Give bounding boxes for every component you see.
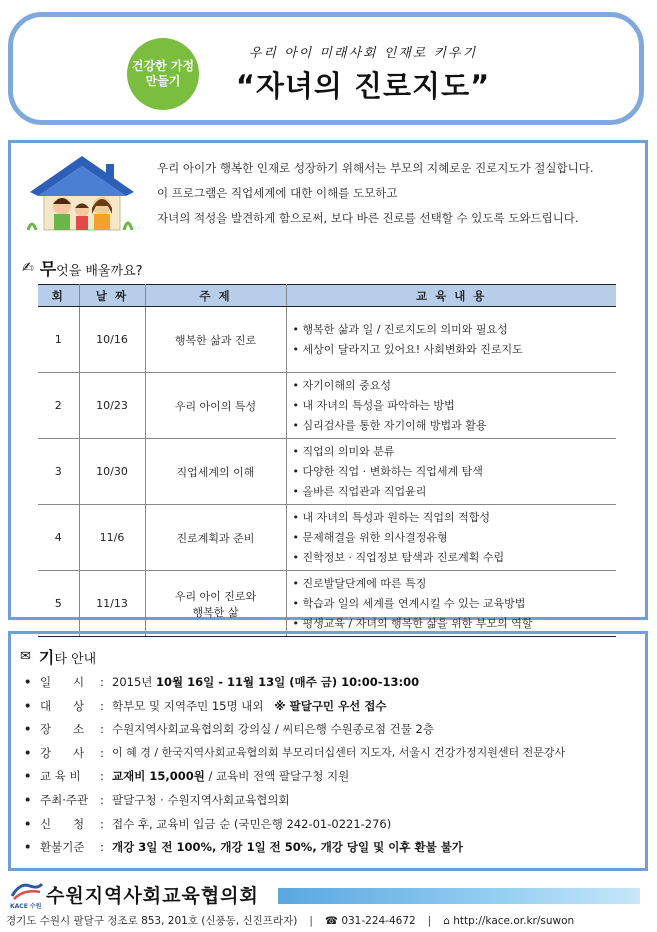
intro-text xyxy=(157,160,642,235)
topic-line: 우리 아이 진로와 xyxy=(174,589,257,603)
info-label: 환불기준 xyxy=(40,840,85,855)
info-row-target xyxy=(24,697,644,721)
topic-line: 행복한 삶 xyxy=(192,605,239,619)
envelope-icon: ✉ xyxy=(20,649,31,664)
info-row-fee xyxy=(24,767,644,791)
info-label: 대 상 xyxy=(40,698,85,713)
bullet-icon: • xyxy=(24,816,32,831)
bullet-icon: • xyxy=(24,769,32,784)
col-header-topic: 주 제 xyxy=(145,285,286,307)
session-date: 10/30 xyxy=(79,439,145,505)
info-row-refund xyxy=(24,838,644,862)
subtitle: 우리 아이 미래사회 인재로 키우기 xyxy=(248,46,478,61)
schedule-table xyxy=(38,284,616,637)
content-line: • 학습과 일의 세계를 연계시킬 수 있는 교육방법 xyxy=(292,596,526,610)
bullet-icon: • xyxy=(24,840,32,855)
heading-rest: 엇을 배울까요? xyxy=(56,264,143,279)
content-line: • 진학정보 · 직업정보 탐색과 진로계획 수립 xyxy=(292,550,505,564)
session-date: 10/16 xyxy=(79,307,145,373)
info-list xyxy=(24,673,644,862)
content-line: • 평생교육 / 자녀의 행복한 삶을 위한 부모의 역할 xyxy=(292,616,533,630)
bullet-icon: • xyxy=(24,698,32,713)
date-prefix: 2015년 xyxy=(112,675,157,689)
phone: 031-224-4672 xyxy=(341,914,416,927)
section-heading-what xyxy=(22,255,143,280)
session-date: 10/23 xyxy=(79,373,145,439)
info-value: 팔달구청 · 수원지역사회교육협의회 xyxy=(112,792,290,807)
content-line: • 심리검사를 통한 자기이해 방법과 활용 xyxy=(292,418,487,432)
info-label: 장 소 xyxy=(40,722,85,737)
fee-note: / 교육비 전액 팔달구청 지원 xyxy=(204,769,350,784)
session-no: 4 xyxy=(38,505,79,571)
colon: : xyxy=(100,698,104,713)
content-line: • 다양한 직업 · 변화하는 직업세계 탐색 xyxy=(292,464,483,478)
date-range: 10월 16일 - 11월 13일 (매주 금) 10:00-13:00 xyxy=(156,675,420,689)
content-line: • 내 자녀의 특성을 파악하는 방법 xyxy=(292,398,455,412)
topic-line: 우리 아이의 특성 xyxy=(174,399,257,413)
info-label: 주최·주관 xyxy=(40,792,89,807)
content-line: • 세상이 달라지고 있어요! 사회변화와 진로지도 xyxy=(292,342,523,356)
content-line: • 직업의 의미와 분류 xyxy=(292,444,395,458)
col-header-no: 회 xyxy=(38,285,79,307)
info-row-lecturer xyxy=(24,744,644,768)
target-text: 학부모 및 지역주민 15명 내외 xyxy=(112,698,275,713)
content-line: • 행복한 삶과 일 / 진로지도의 의미와 필요성 xyxy=(292,322,508,336)
table-row xyxy=(38,307,616,373)
address: 경기도 수원시 팔달구 정조로 853, 201호 (신풍동, 신진프라자) xyxy=(6,915,298,927)
session-content xyxy=(286,307,616,373)
session-topic xyxy=(145,571,286,637)
session-no: 5 xyxy=(38,571,79,637)
session-content xyxy=(286,505,616,571)
session-topic xyxy=(145,505,286,571)
divider: | xyxy=(309,914,313,927)
info-label: 교 육 비 xyxy=(40,769,81,784)
info-value: 개강 3일 전 100%, 개강 1일 전 50%, 개강 당일 및 이후 환불 불가 xyxy=(112,840,463,855)
table-row xyxy=(38,571,616,637)
info-value xyxy=(112,697,386,721)
bullet-icon: • xyxy=(24,792,32,807)
kace-label: KACE 수원 xyxy=(10,903,42,910)
session-date: 11/6 xyxy=(79,505,145,571)
content-line: • 올바른 직업관과 직업윤리 xyxy=(292,484,427,498)
content-line: • 자기이해의 중요성 xyxy=(292,378,391,392)
intro-line: 우리 아이가 행복한 인재로 성장하기 위해서는 부모의 지혜로운 진로지도가 절실합니다. xyxy=(157,161,594,175)
intro-line: 이 프로그램은 직업세계에 대한 이해를 도모하고 xyxy=(157,186,398,200)
table-row xyxy=(38,439,616,505)
table-row xyxy=(38,373,616,439)
website-link[interactable]: http://kace.or.kr/suwon xyxy=(453,914,575,927)
info-value: 이 혜 경 / 한국지역사회교육협의회 부모리더십센터 지도자, 서울시 건강가정지원센터 전문강사 xyxy=(112,745,566,759)
divider: | xyxy=(427,914,432,927)
colon: : xyxy=(100,840,104,855)
col-header-date: 날 짜 xyxy=(79,285,145,307)
info-row-date xyxy=(24,673,644,697)
fee-amount: 교재비 15,000원 xyxy=(112,769,205,784)
info-value: 접수 후, 교육비 입금 순 (국민은행 242-01-0221-276) xyxy=(112,816,392,831)
content-line: • 내 자녀의 특성과 원하는 직업의 적합성 xyxy=(292,510,490,524)
session-topic xyxy=(145,439,286,505)
badge-line-1: 건강한 가정 xyxy=(131,59,195,73)
session-date: 11/13 xyxy=(79,571,145,637)
colon: : xyxy=(100,792,104,807)
family-house-icon xyxy=(26,152,136,232)
badge-line-2: 만들기 xyxy=(145,74,181,88)
info-row-place xyxy=(24,720,644,744)
topic-line: 진로계획과 준비 xyxy=(176,531,255,545)
bullet-icon: • xyxy=(24,675,32,689)
session-no: 1 xyxy=(38,307,79,373)
heading-initial: 기 xyxy=(38,648,55,667)
table-row xyxy=(38,505,616,571)
session-topic xyxy=(145,307,286,373)
info-row-host xyxy=(24,791,644,815)
content-line: • 진로발달단계에 따른 특징 xyxy=(292,576,427,590)
info-row-apply xyxy=(24,815,644,839)
phone-icon: ☎ xyxy=(324,914,338,927)
page-title: “자녀의 진로지도” xyxy=(235,69,491,103)
info-value: 수원지역사회교육협의회 강의실 / 씨티은행 수원종로점 건물 2층 xyxy=(112,722,434,737)
heading-initial: 무 xyxy=(39,260,57,280)
pencil-icon: ✍ xyxy=(22,259,34,276)
info-value xyxy=(112,673,419,697)
intro-line: 자녀의 적성을 발견하게 함으로써, 보다 바른 진로를 선택할 수 있도록 도와드립니다. xyxy=(157,211,579,225)
session-no: 3 xyxy=(38,439,79,505)
table-header-row xyxy=(38,285,616,307)
topic-line: 행복한 삶과 진로 xyxy=(174,333,257,347)
info-value xyxy=(112,767,349,791)
col-header-content: 교 육 내 용 xyxy=(286,285,616,307)
session-content xyxy=(286,571,616,637)
session-topic xyxy=(145,373,286,439)
bullet-icon: • xyxy=(24,745,32,760)
info-label: 신 청 xyxy=(40,816,85,831)
heading-rest: 타 안내 xyxy=(54,652,97,667)
section-heading-info xyxy=(20,645,96,668)
colon: : xyxy=(100,675,104,689)
footer-gradient-bar xyxy=(278,888,640,904)
web-icon: ⌂ xyxy=(443,914,450,927)
colon: : xyxy=(100,769,104,784)
info-label: 강 사 xyxy=(40,745,85,760)
session-content xyxy=(286,373,616,439)
info-label: 일 시 xyxy=(40,675,85,689)
colon: : xyxy=(100,745,104,760)
bullet-icon: • xyxy=(24,722,32,737)
program-badge xyxy=(127,38,199,110)
topic-line: 직업세계의 이해 xyxy=(176,465,255,479)
colon: : xyxy=(100,816,104,831)
session-content xyxy=(286,439,616,505)
colon: : xyxy=(100,722,104,737)
session-no: 2 xyxy=(38,373,79,439)
content-line: • 문제해결을 위한 의사결정유형 xyxy=(292,530,448,544)
target-note: ※ 팔달구민 우선 접수 xyxy=(274,698,387,713)
org-name: 수원지역사회교육협의회 xyxy=(46,885,259,907)
footer-contact xyxy=(6,913,651,928)
